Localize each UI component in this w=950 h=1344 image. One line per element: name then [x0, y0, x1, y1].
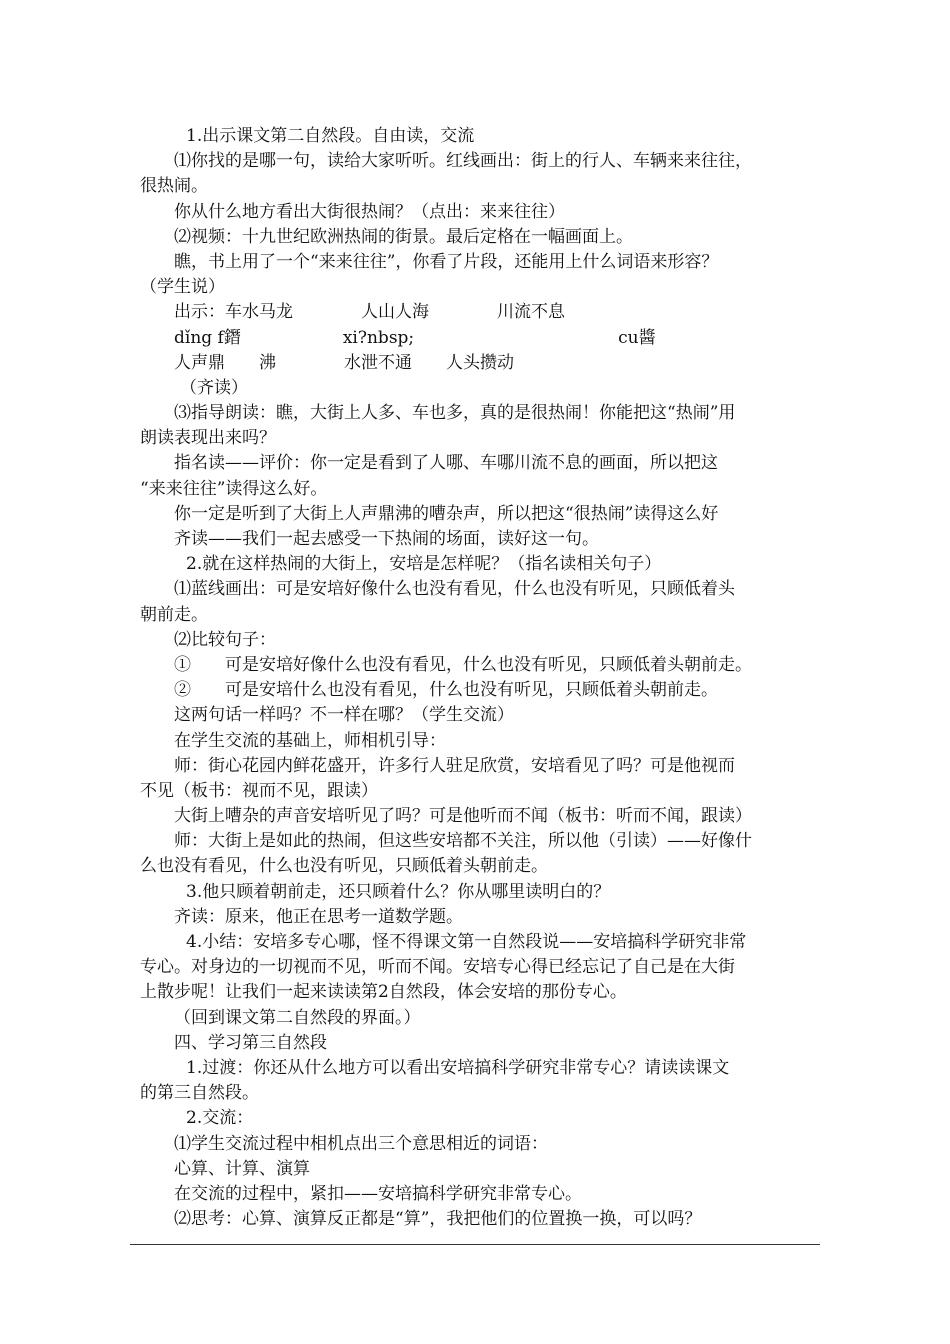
text-line: 1.出示课文第二自然段。自由读，交流	[186, 126, 475, 146]
text-line: 专心。对身边的一切视而不见，听而不闻。安培专心得已经忘记了自己是在大街	[140, 957, 735, 978]
document-body	[140, 124, 820, 1232]
text-line: 上散步呢！让我们一起来读读第2自然段，体会安培的那份专心。	[140, 982, 627, 1003]
text-line: ⑴学生交流过程中相机点出三个意思相近的词语：	[174, 1133, 548, 1154]
text-line: 你一定是听到了大街上人声鼎沸的嘈杂声，所以把这“很热闹”读得这么好	[174, 503, 719, 524]
text-line: ② 可是安培什么也没有看见，什么也没有听见，只顾低着头朝前走。	[174, 680, 718, 701]
text-line: 1.过渡：你还从什么地方可以看出安培搞科学研究非常专心？请读读课文	[186, 1057, 730, 1078]
text-line: 在学生交流的基础上，师相机引导：	[174, 730, 446, 751]
text-line: ⑵思考：心算、演算反正都是“算”，我把他们的位置换一换，可以吗？	[174, 1209, 702, 1230]
text-line: ⑶指导朗读：瞧，大街上人多、车也多，真的是很热闹！你能把这“热闹”用	[174, 403, 736, 424]
text-line: 师：街心花园内鲜花盛开，许多行人驻足欣赏，安培看见了吗？可是他视而	[174, 755, 735, 776]
text-line: 指名读——评价：你一定是看到了人哪、车哪川流不息的画面，所以把这	[174, 453, 718, 474]
text-line: 不见（板书：视而不见，跟读）	[140, 780, 378, 801]
text-line: 朝前走。	[140, 604, 208, 625]
text-line: 你从什么地方看出大街很热闹？（点出：来来往往）	[174, 201, 565, 222]
text-line: 齐读——我们一起去感受一下热闹的场面，读好这一句。	[174, 529, 599, 549]
text-line: 齐读：原来，他正在思考一道数学题。	[174, 906, 463, 927]
footer-divider	[130, 1244, 820, 1245]
text-line: ⑴你找的是哪一句，读给大家听听。红线画出：街上的行人、车辆来来往往，	[174, 151, 752, 172]
text-line: 在交流的过程中，紧扣——安培搞科学研究非常专心。	[174, 1183, 582, 1204]
text-line: 人声鼎 沸 水泄不通 人头攒动	[174, 352, 514, 373]
text-line: 四、学习第三自然段	[174, 1032, 327, 1053]
text-line: ⑵视频：十九世纪欧洲热闹的街景。最后定格在一幅画面上。	[174, 226, 633, 247]
text-line: 4.小结：安培多专心哪，怪不得课文第一自然段说——安培搞科学研究非常	[186, 932, 747, 952]
text-line: 师：大街上是如此的热闹，但这些安培都不关注，所以他（引读）——好像什	[174, 831, 752, 852]
text-line: 3.他只顾着朝前走，还只顾着什么？你从哪里读明白的？	[186, 881, 611, 902]
text-line: 2.就在这样热闹的大街上，安培是怎样呢？（指名读相关句子）	[186, 554, 662, 575]
text-line: 出示：车水马龙 人山人海 川流不息	[174, 302, 565, 323]
text-line: 的第三自然段。	[140, 1083, 259, 1104]
text-line: 瞧，书上用了一个“来来往往”，你看了片段，还能用上什么词语来形容？	[174, 251, 719, 272]
text-line: （齐读）	[180, 377, 248, 398]
text-line: ⑴蓝线画出：可是安培好像什么也没有看见，什么也没有听见，只顾低着头	[174, 579, 735, 600]
text-line: ⑵比较句子：	[174, 629, 276, 650]
text-line: （学生说）	[140, 277, 225, 298]
text-line: 很热闹。	[140, 176, 208, 197]
text-line: 么也没有看见，什么也没有听见，只顾低着头朝前走。	[140, 856, 548, 877]
text-line: dǐng f鐕 xi?nbsp; cu醬	[174, 327, 656, 348]
text-line: （回到课文第二自然段的界面。）	[174, 1007, 421, 1028]
text-line: 大街上嘈杂的声音安培听见了吗？可是他听而不闻（板书：听而不闻，跟读）	[174, 806, 752, 827]
text-line: 心算、计算、演算	[174, 1158, 310, 1179]
text-line: 朗读表现出来吗？	[140, 428, 276, 449]
text-line: 这两句话一样吗？不一样在哪？（学生交流）	[174, 705, 514, 726]
text-line: ① 可是安培好像什么也没有看见，什么也没有听见，只顾低着头朝前走。	[174, 654, 752, 675]
text-line: 2.交流：	[186, 1108, 254, 1129]
text-line: “来来往往”读得这么好。	[140, 478, 328, 499]
